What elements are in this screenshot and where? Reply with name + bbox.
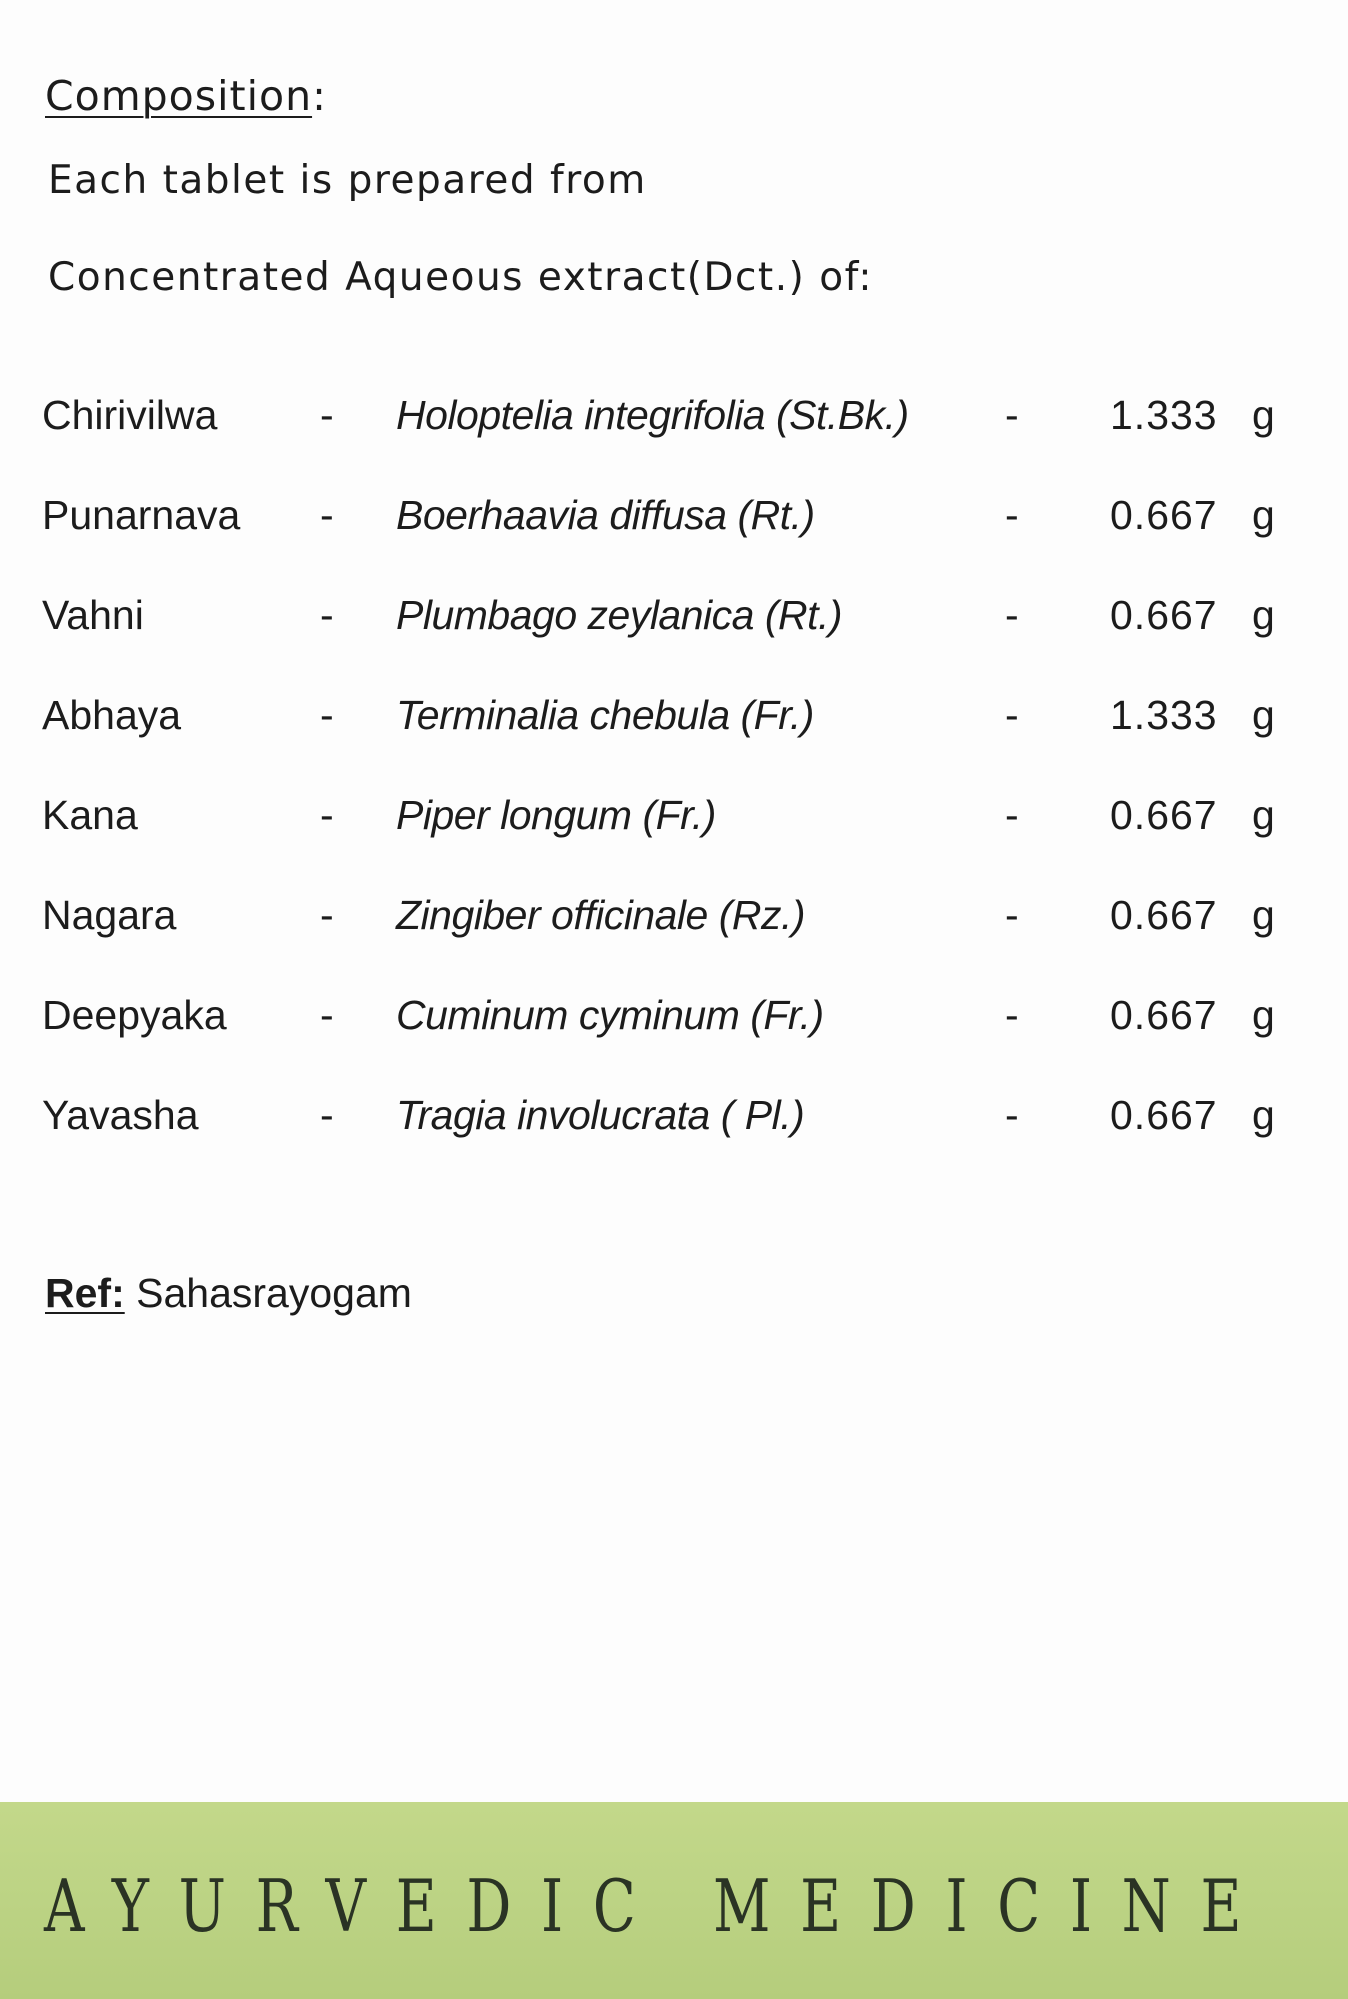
- ingredient-unit: g: [1252, 992, 1275, 1038]
- ingredient-row: [0, 785, 1348, 885]
- intro-line-2: Concentrated Aqueous extract(Dct.) of:: [48, 255, 874, 300]
- ingredient-latin-name: Holoptelia integrifolia (St.Bk.): [396, 392, 909, 438]
- ingredient-separator: -: [1005, 492, 1019, 538]
- ingredient-separator: -: [1005, 392, 1019, 438]
- ingredient-unit: g: [1252, 892, 1275, 938]
- ingredient-quantity: 1.333: [1110, 692, 1218, 738]
- ingredient-row: [0, 885, 1348, 985]
- composition-heading: [45, 72, 327, 120]
- ingredient-separator: -: [1005, 592, 1019, 638]
- ingredient-latin-name: Terminalia chebula (Fr.): [396, 692, 814, 738]
- ingredient-name: Vahni: [42, 592, 144, 638]
- ingredient-separator: -: [320, 892, 334, 938]
- ingredient-row: [0, 985, 1348, 1085]
- ingredient-name: Chirivilwa: [42, 392, 218, 438]
- ingredient-name: Deepyaka: [42, 992, 227, 1038]
- ingredient-separator: -: [1005, 1092, 1019, 1138]
- ingredient-quantity: 0.667: [1110, 1092, 1218, 1138]
- ingredient-unit: g: [1252, 492, 1275, 538]
- ingredient-latin-name: Boerhaavia diffusa (Rt.): [396, 492, 815, 538]
- ingredient-name: Punarnava: [42, 492, 241, 538]
- ingredient-latin-name: Zingiber officinale (Rz.): [396, 892, 806, 938]
- ingredient-row: [0, 685, 1348, 785]
- ingredient-latin-name: Tragia involucrata ( Pl.): [396, 1092, 805, 1138]
- ingredient-quantity: 1.333: [1110, 392, 1218, 438]
- ingredient-separator: -: [1005, 992, 1019, 1038]
- ingredient-separator: -: [320, 992, 334, 1038]
- ingredient-row: [0, 1085, 1348, 1185]
- ingredient-list: [0, 385, 1348, 1185]
- reference-value: Sahasrayogam: [136, 1270, 412, 1316]
- ingredient-quantity: 0.667: [1110, 592, 1218, 638]
- ingredient-separator: -: [320, 1092, 334, 1138]
- ingredient-unit: g: [1252, 792, 1275, 838]
- ingredient-unit: g: [1252, 1092, 1275, 1138]
- ingredient-name: Kana: [42, 792, 138, 838]
- ingredient-row: [0, 585, 1348, 685]
- ingredient-unit: g: [1252, 592, 1275, 638]
- ingredient-quantity: 0.667: [1110, 992, 1218, 1038]
- ingredient-quantity: 0.667: [1110, 892, 1218, 938]
- ingredient-name: Nagara: [42, 892, 177, 938]
- ingredient-unit: g: [1252, 392, 1275, 438]
- ingredient-separator: -: [1005, 892, 1019, 938]
- ingredient-name: Abhaya: [42, 692, 182, 738]
- reference-label: Ref:: [45, 1270, 125, 1316]
- ingredient-separator: -: [1005, 792, 1019, 838]
- ingredient-separator: -: [320, 792, 334, 838]
- ingredient-row: [0, 485, 1348, 585]
- ingredient-latin-name: Plumbago zeylanica (Rt.): [396, 592, 843, 638]
- ingredient-latin-name: Piper longum (Fr.): [396, 792, 716, 838]
- intro-line-1: Each tablet is prepared from: [48, 158, 647, 203]
- ingredient-quantity: 0.667: [1110, 492, 1218, 538]
- reference-line: [45, 1270, 412, 1317]
- ingredient-name: Yavasha: [42, 1092, 199, 1138]
- ingredient-separator: -: [1005, 692, 1019, 738]
- ingredient-unit: g: [1252, 692, 1275, 738]
- composition-heading-text: Composition: [45, 72, 313, 120]
- ingredient-separator: -: [320, 692, 334, 738]
- footer-band: [0, 1802, 1348, 1999]
- composition-heading-colon: :: [312, 72, 327, 120]
- footer-title: AYURVEDIC MEDICINE: [44, 1864, 1272, 1948]
- ingredient-quantity: 0.667: [1110, 792, 1218, 838]
- ingredient-latin-name: Cuminum cyminum (Fr.): [396, 992, 824, 1038]
- ingredient-row: [0, 385, 1348, 485]
- ingredient-separator: -: [320, 392, 334, 438]
- ingredient-separator: -: [320, 492, 334, 538]
- ingredient-separator: -: [320, 592, 334, 638]
